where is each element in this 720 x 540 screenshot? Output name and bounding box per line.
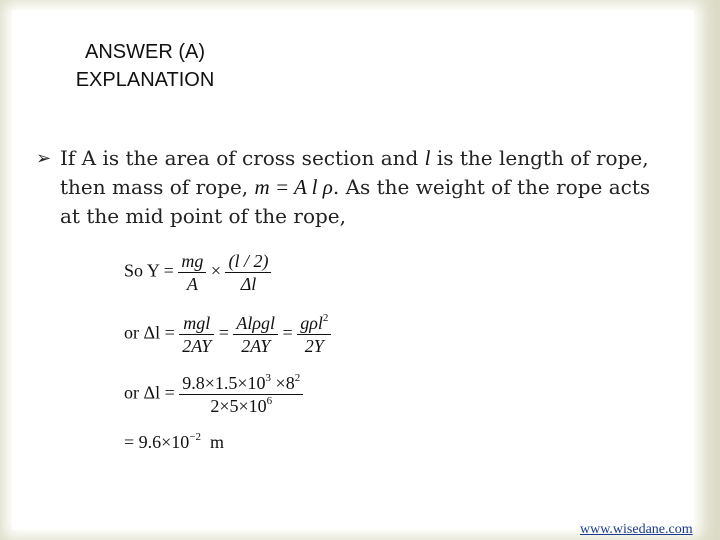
eq1-frac1-numerator: mg: [178, 250, 206, 273]
bullet-paragraph: [36, 144, 661, 231]
bullet-text: [60, 144, 661, 231]
footer-website-link[interactable]: www.wisedane.com: [580, 522, 693, 537]
eq1-times: ×: [210, 260, 221, 281]
eq2-fraction-2: [233, 312, 278, 357]
bullet-text-part3: . As the weight of the rope acts at the mid point of the rope,: [60, 175, 651, 228]
slide-title: [60, 38, 230, 94]
eq4-unit: m: [201, 432, 225, 452]
eq3-fraction: [179, 372, 303, 417]
eq1-prefix: So Y =: [124, 260, 174, 281]
mass-expression: m = A l ρ: [254, 175, 333, 199]
eq2-fraction-3: [297, 312, 331, 357]
eq4-exp: −2: [189, 431, 202, 443]
eq3-den-part: 2×5×10: [210, 396, 267, 416]
eq2-frac2-denominator: 2AY: [241, 336, 271, 356]
eq2-frac1-numerator: mgl: [179, 312, 214, 335]
title-line-answer: ANSWER (A): [85, 41, 205, 63]
eq3-num-part2: ×8: [271, 373, 295, 393]
eq1-frac2-denominator: Δl: [240, 274, 257, 294]
title-line-explanation: EXPLANATION: [75, 69, 215, 91]
equation-young-modulus: [124, 250, 271, 295]
equation-elongation-expanded: [124, 312, 331, 357]
bullet-arrow-icon: ➢: [36, 148, 52, 169]
eq2-frac2-numerator: Alρgl: [233, 312, 278, 335]
eq3-num-part1: 9.8×1.5×10: [182, 373, 266, 393]
equation-elongation-numeric: [124, 372, 303, 417]
length-symbol: l: [424, 146, 431, 170]
eq2-frac3-denominator: 2Y: [304, 336, 324, 356]
eq2-equals-1: =: [218, 322, 229, 343]
eq2-frac3-num-exp: 2: [322, 312, 329, 324]
eq1-frac2-numerator: (l / 2): [225, 250, 271, 273]
eq1-fraction-2: [225, 250, 271, 295]
eq2-frac3-num-base: gρl: [300, 313, 323, 333]
eq2-prefix: or Δl =: [124, 322, 175, 343]
bullet-text-part1: If A is the area of cross section and: [60, 146, 425, 170]
eq3-prefix: or Δl =: [124, 382, 175, 403]
eq3-num-exp1: 3: [265, 372, 272, 384]
eq2-fraction-1: [179, 312, 214, 357]
eq4-prefix: = 9.6×10: [124, 432, 190, 452]
eq3-num-exp2: 2: [294, 372, 301, 384]
eq2-frac3-numerator: [297, 312, 331, 335]
eq1-frac1-denominator: A: [186, 274, 198, 294]
eq1-fraction-1: [178, 250, 206, 295]
eq3-den-exp: 6: [266, 395, 273, 407]
bullet-text-part2: is the length of rope, then mass of rope,: [60, 146, 649, 199]
eq3-denominator: [179, 395, 303, 417]
eq3-numerator: [179, 372, 303, 395]
eq2-frac1-denominator: 2AY: [182, 336, 212, 356]
eq2-equals-2: =: [282, 322, 293, 343]
equation-result: [124, 432, 224, 453]
